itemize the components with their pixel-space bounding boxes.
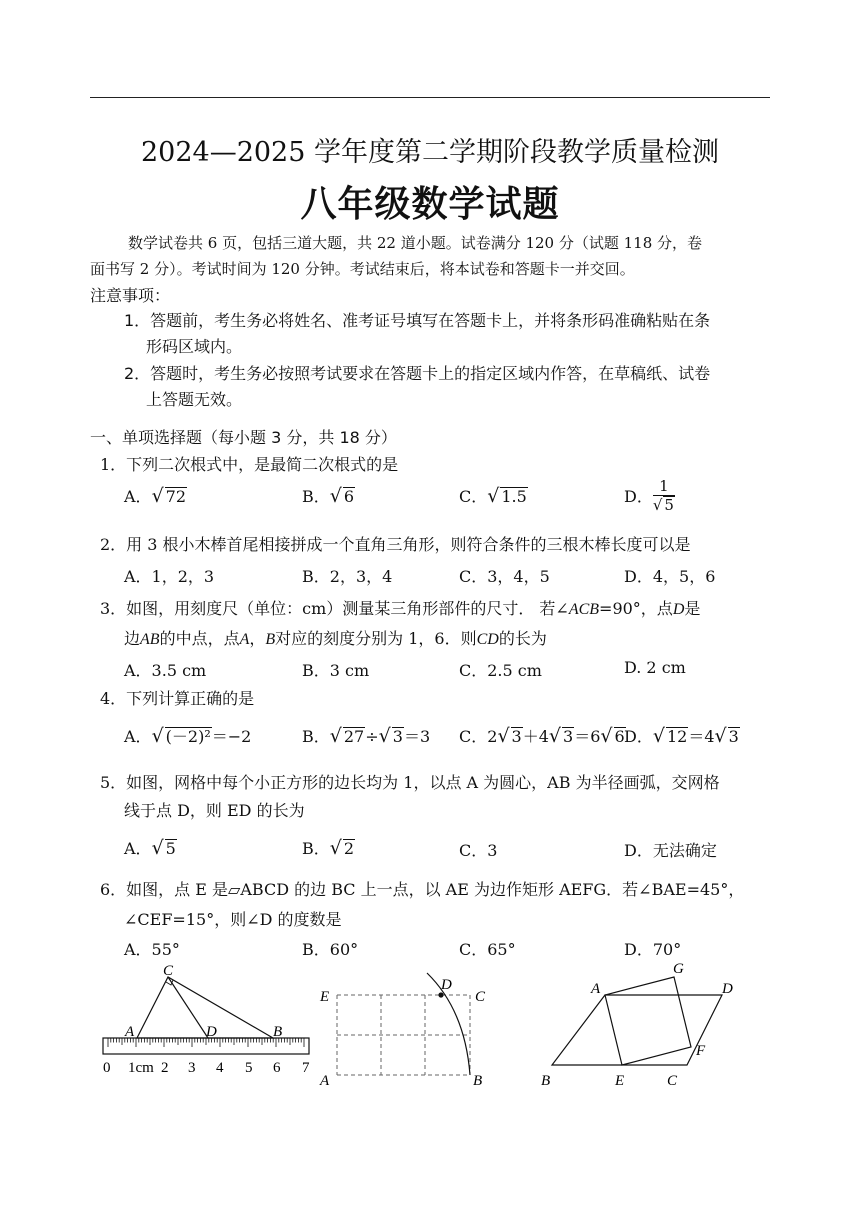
intro-line-2: 面书写 2 分）。考试时间为 120 分钟。考试结束后，将本试卷和答题卡一并交回。 (90, 260, 635, 278)
q1-a-radicand: 72 (165, 487, 187, 506)
q5-option-a (124, 836, 177, 859)
ruler-tick-label-4: 4 (216, 1060, 224, 1076)
q4-c-coef: 2 (487, 727, 498, 746)
q3-line-1 (100, 596, 700, 619)
q3-text-6: ， (249, 629, 266, 648)
fig6-label-a: A (591, 981, 601, 997)
q5-a-label: A． (124, 839, 152, 858)
q4-option-c (459, 724, 626, 747)
q3-point-b: B (265, 631, 276, 648)
radical-sign: √ (378, 725, 391, 747)
fig3-label-c: C (163, 963, 174, 979)
ruler-tick-label-2: 2 (161, 1060, 169, 1076)
radical-sign: √ (652, 725, 665, 747)
q1-b-label: B． (302, 487, 330, 506)
q5-option-d: D．无法确定 (624, 841, 717, 860)
q4-b-label: B． (302, 727, 330, 746)
q2-option-c: C．3，4，5 (459, 567, 550, 586)
q4-c-rhs: ＝6 (574, 727, 601, 746)
top-rule (90, 97, 770, 98)
q3-text-5: 的中点，点 (159, 629, 240, 648)
fig5-label-e: E (320, 989, 330, 1005)
q5-line-1: 5．如图，网格中每个小正方形的边长均为 1，以点 A 为圆心，AB 为半径画弧，交网格 (100, 773, 720, 792)
fig6-label-c: C (667, 1073, 678, 1089)
fig6-label-e: E (615, 1073, 625, 1089)
rectangle-aefg (605, 977, 691, 1065)
q4-c-radicand-2: 3 (563, 727, 574, 746)
q4-d-label: D． (624, 727, 653, 746)
notes-heading: 注意事项： (90, 286, 171, 305)
q3-ruler-figure (95, 960, 325, 1085)
q4-c-radicand-3: 6 (614, 727, 625, 746)
q2-option-d: D．4，5，6 (624, 567, 716, 586)
radical-sign: √ (600, 725, 613, 747)
q1-d-radicand: 5 (664, 495, 674, 514)
q4-c-operator: ＋4 (522, 727, 549, 746)
q2-option-a: A．1，2，3 (124, 567, 215, 586)
q1-option-b (302, 484, 355, 507)
q1-d-numerator: 1 (653, 478, 675, 496)
ruler-tick-label-7: 7 (302, 1060, 310, 1076)
q4-d-rhs: ＝4 (688, 727, 715, 746)
q3-segment-ab: AB (140, 631, 160, 648)
q4-option-a (124, 724, 251, 747)
q3-text-7: 对应的刻度分别为 1，6．则 (275, 629, 477, 648)
q6-option-a: A．55° (124, 940, 180, 959)
q4-a-radicand: (－2)² (165, 727, 211, 746)
q1-option-a (124, 484, 187, 507)
q1-stem: 1．下列二次根式中，是最简二次根式的是 (100, 455, 399, 474)
q3-text-2: =90°，点 (599, 599, 673, 618)
q2-stem: 2．用 3 根小木棒首尾相接拼成一个直角三角形，则符合条件的三根木棒长度可以是 (100, 535, 691, 554)
radical-sign: √ (548, 725, 562, 747)
ruler-tick-label-5: 5 (245, 1060, 253, 1076)
section-1-heading: 一、单项选择题（每小题 3 分，共 18 分） (90, 428, 397, 447)
fig5-label-c: C (475, 989, 486, 1005)
q3-option-b: B．3 cm (302, 661, 370, 680)
q4-d-radicand-1: 12 (666, 727, 688, 746)
q4-option-b (302, 724, 430, 747)
fig3-label-b: B (273, 1024, 283, 1040)
q3-text-4: 边 (124, 629, 141, 648)
note-2-line-2: 上答题无效。 (146, 390, 243, 409)
radical-sign: √ (652, 495, 663, 514)
radical-sign: √ (714, 725, 727, 747)
q6-parallelogram-figure (535, 955, 760, 1095)
q4-stem: 4．下列计算正确的是 (100, 689, 255, 708)
q4-a-label: A． (124, 727, 152, 746)
radical-sign: √ (329, 485, 342, 507)
q3-text-1: 3．如图，用刻度尺（单位：cm）测量某三角形部件的尺寸． 若∠ (100, 599, 569, 618)
radical-sign: √ (497, 725, 510, 747)
radical-sign: √ (151, 837, 164, 859)
radical-sign: √ (151, 485, 164, 507)
q6-option-b: B．60° (302, 940, 359, 959)
fig3-label-a: A (125, 1024, 135, 1040)
fig6-label-b: B (541, 1073, 551, 1089)
fig6-label-f: F (696, 1043, 706, 1059)
q6-line-1: 6．如图，点 E 是▱ABCD 的边 BC 上一点，以 AE 为边作矩形 AEFG．若∠BAE=45°， (100, 880, 745, 899)
q5-b-radicand: 2 (343, 839, 355, 858)
q1-option-d (624, 478, 675, 513)
q5-line-2: 线于点 D，则 ED 的长为 (124, 801, 305, 820)
radical-sign: √ (487, 485, 500, 507)
q1-c-radicand: 1.5 (501, 487, 527, 506)
q3-point-a: A (239, 631, 250, 648)
q4-a-rhs: ＝−2 (211, 727, 252, 746)
q3-line-2 (124, 626, 547, 649)
ruler-tick-label-6: 6 (273, 1060, 281, 1076)
q1-d-denominator (653, 496, 675, 514)
fig6-label-d: D (722, 981, 733, 997)
q4-b-radicand-2: 3 (392, 727, 403, 746)
q5-option-c: C．3 (459, 841, 498, 860)
radical-sign: √ (329, 725, 342, 747)
q1-option-c (459, 484, 528, 507)
note-1-line-1: 1．答题前，考生务必将姓名、准考证号填写在答题卡上，并将条形码准确粘贴在条 (124, 311, 711, 330)
radical-sign: √ (329, 837, 342, 859)
q5-option-b (302, 836, 355, 859)
point-d-dot (438, 992, 443, 997)
q3-option-a: A．3.5 cm (124, 661, 207, 680)
q3-text-8: 的长为 (498, 629, 547, 648)
q4-d-radicand-2: 3 (728, 727, 739, 746)
q3-text-3: 是 (684, 599, 701, 618)
note-2-line-1: 2．答题时，考生务必按照考试要求在答题卡上的指定区域内作答，在草稿纸、试卷 (124, 364, 711, 383)
q4-b-operator: ÷ (365, 727, 379, 746)
fig3-label-d: D (206, 1024, 217, 1040)
fig5-label-d: D (441, 977, 452, 993)
q6-option-c: C．65° (459, 940, 516, 959)
fig5-label-a: A (320, 1073, 330, 1089)
q4-option-d (624, 724, 740, 747)
ruler-tick-label-3: 3 (188, 1060, 196, 1076)
q5-b-label: B． (302, 839, 330, 858)
radical-sign: √ (151, 725, 164, 747)
q1-c-label: C． (459, 487, 488, 506)
q4-c-radicand-1: 3 (511, 727, 522, 746)
q3-angle-acb: ACB (568, 601, 600, 618)
q1-a-label: A． (124, 487, 152, 506)
ruler-tick-label-1: 1cm (128, 1060, 154, 1076)
q3-option-d: D. 2 cm (624, 658, 686, 677)
q1-d-label: D． (624, 487, 653, 506)
segment-cd (168, 977, 208, 1038)
q1-d-fraction (653, 478, 675, 513)
triangle-abc (137, 977, 273, 1038)
q3-option-c: C．2.5 cm (459, 661, 542, 680)
q6-line-2: ∠CEF=15°，则∠D 的度数是 (124, 910, 342, 929)
q4-b-rhs: ＝3 (403, 727, 431, 746)
fig5-label-b: B (473, 1073, 483, 1089)
q3-segment-cd: CD (476, 631, 499, 648)
q4-b-radicand-1: 27 (343, 727, 365, 746)
q4-c-label: C． (459, 727, 488, 746)
q5-a-radicand: 5 (165, 839, 176, 858)
fig6-label-g: G (673, 961, 684, 977)
q1-b-radicand: 6 (343, 487, 355, 506)
exam-title: 2024—2025 学年度第二学期阶段教学质量检测 (140, 137, 719, 168)
subject-title: 八年级数学试题 (300, 184, 560, 225)
q5-grid-figure (315, 970, 500, 1095)
right-angle-mark (166, 980, 173, 985)
q3-point-d: D (672, 601, 685, 618)
intro-line-1: 数学试卷共 6 页，包括三道大题，共 22 道小题。试卷满分 120 分（试题 118 分，卷 (128, 234, 703, 252)
q2-option-b: B．2，3，4 (302, 567, 393, 586)
q6-option-d: D．70° (624, 940, 682, 959)
ruler-tick-label-0: 0 (103, 1060, 111, 1076)
note-1-line-2: 形码区域内。 (146, 337, 243, 356)
